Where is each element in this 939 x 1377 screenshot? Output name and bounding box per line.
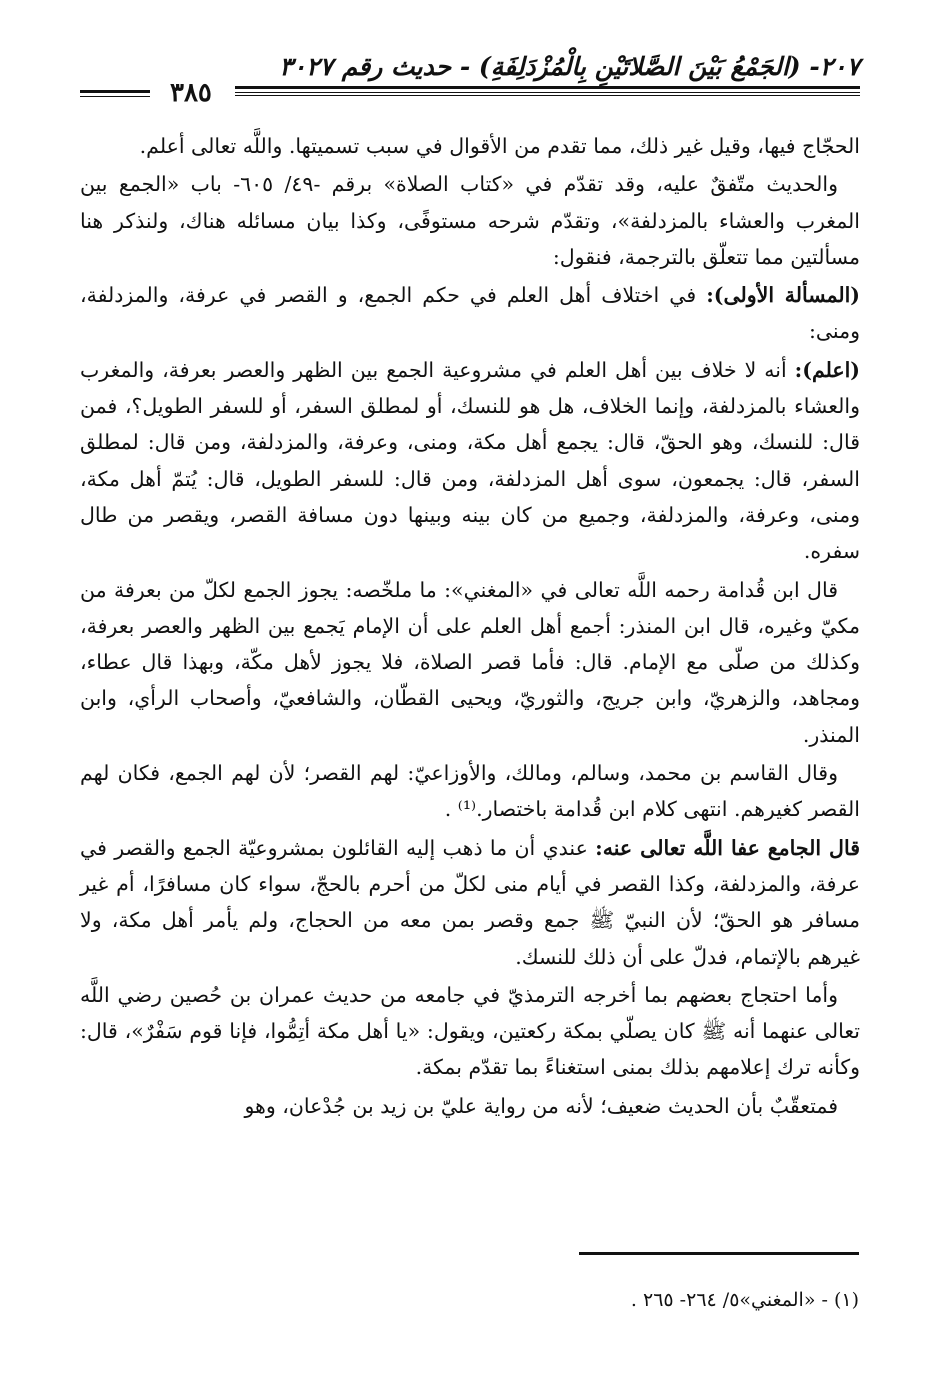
paragraph-text: الحجّاج فيها، وقيل غير ذلك، مما تقدم من الأقوال في سبب تسميتها. واللَّه تعالى أعلم. [139,134,860,158]
paragraph-text: وأما احتجاج بعضهم بما أخرجه الترمذيّ في جامعه من حديث عمران بن حُصين رضي اللَّه تعالى عنهما أنه ﷺ كان يصلّي بمكة ركعتين، ويقول: «يا أهل مكة أتِمُّوا، فإنا قوم سَفْرٌ»، قال: وكأنه ترك إعلامهم بذلك بمنى استغناءً بما تقدّم بمكة. [80,982,860,1080]
paragraph-5 [80,572,860,753]
main-text [80,128,860,1126]
paragraph-9 [80,1088,860,1124]
paragraph-2 [80,166,860,275]
paragraph-4 [80,352,860,570]
running-header [80,52,860,122]
footnote: (١) - «المغني»٥/ ٢٦٤- ٢٦٥ . [630,1289,859,1311]
header-rule [235,86,860,93]
paragraph-text: والحديث متّفقٌ عليه، وقد تقدّم في «كتاب الصلاة» برقم -٤٩/ ٦٠٥- باب «الجمع بين المغرب والعشاء بالمزدلفة»، وتقدّم شرحه مستوفًى، وكذا بيان مسائله هناك، ولنذكر هنا مسألتين مما تتعلّق بالترجمة، فنقول: [80,172,860,269]
paragraph-text: عندي أن ما ذهب إليه القائلون بمشروعيّة الجمع والقصر في عرفة، والمزدلفة، وكذا القصر في أيام منى لكلّ من أحرم بالحجّ، سواء كان مسافرًا، أم غير مسافر هو الحقّ؛ لأن النبيّ ﷺ جمع وقصر بمن معه من الحجاج، ولم يأمر أهل مكة، ولا غيرهم بالإتمام، فدلّ على أن ذلك للنسك. [80,835,860,969]
paragraph-text: في اختلاف أهل العلم في حكم الجمع، و القصر في عرفة، والمزدلفة، ومنى: [80,283,860,344]
paragraph-heading: قال الجامع عفا اللَّه تعالى عنه: [595,835,860,860]
header-title: ٢٠٧- (الجَمْعُ بَيْنَ الصَّلاتَيْنِ بِالْمُزْدَلِفَةِ) - حديث رقم ٣٠٢٧ [279,52,860,81]
page-number-rule-thin [80,96,150,97]
page-number: ٣٨٥ [170,78,212,108]
paragraph-3 [80,277,860,350]
header-rule-thin [235,95,860,96]
footnote-rule [579,1252,859,1255]
paragraph-text: وقال القاسم بن محمد، وسالم، ومالك، والأوزاعيّ: لهم القصر؛ لأن لهم الجمع، فكان لهم القصر كغيرهم. انتهى كلام ابن قُدامة باختصار.⁽¹⁾ . [80,761,860,822]
paragraph-text: فمتعقّبٌ بأن الحديث ضعيف؛ لأنه من رواية عليّ بن زيد بن جُدْعان، وهو [244,1093,838,1118]
paragraph-text: قال ابن قُدامة رحمه اللَّه تعالى في «المغني»: ما ملخّصه: يجوز الجمع لكلّ من بعرفة من مكيّ وغيره، قال ابن المنذر: أجمع أهل العلم على أن الإمام يَجمع بين الظهر والعصر بعرفة، وكذلك من صلّى مع الإمام. قال: فأما قصر الصلاة، فلا يجوز لأهل مكّة، وبهذا قال عطاء، ومجاهد، والزهريّ، وابن جريج، والثوريّ، ويحيى القطّان، والشافعيّ، وأصحاب الرأي، وابن المنذر. [80,577,860,747]
paragraph-8 [80,977,860,1086]
paragraph-heading: (المسألة الأولى): [706,283,860,308]
paragraph-heading: (اعلم): [794,357,860,382]
paragraph-6 [80,755,860,828]
paragraph-7 [80,830,860,975]
paragraph-1 [80,128,860,164]
page-number-rule [80,90,150,93]
paragraph-text: أنه لا خلاف بين أهل العلم في مشروعية الجمع بين الظهر والعصر بعرفة، والمغرب والعشاء بالمزدلفة، وإنما الخلاف، هل هو للنسك، أو لمطلق السفر، أو للسفر الطويل؟، فمن قال: للنسك، وهو الحقّ، قال: يجمع أهل مكة، ومنى، وعرفة، والمزدلفة، ومن قال: لمطلق السفر، قال: يجمعون، سوى أهل المزدلفة، ومن قال: للسفر الطويل، قال: يُتمّ أهل مكة، ومنى، وعرفة، والمزدلفة، وجميع من كان بينه وبينها دون مسافة القصر، ويقصر من طال سفره. [80,357,860,564]
